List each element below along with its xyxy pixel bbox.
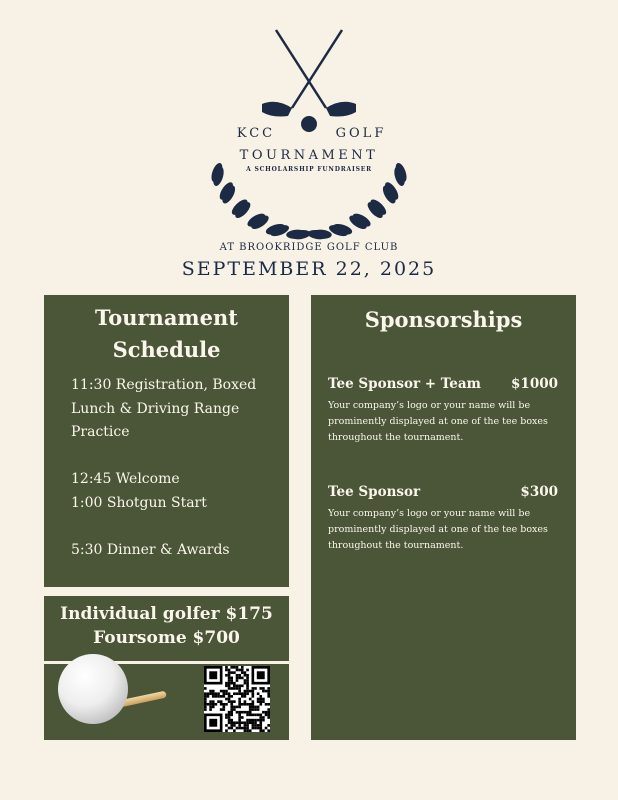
sponsor-tier [328,376,558,446]
description-line: throughout the tournament. [328,432,464,443]
tournament-logo [180,20,438,242]
sponsor-tier-description [328,398,558,446]
schedule-title-line1: Tournament [95,305,238,330]
description-line: prominently displayed at one of the tee boxes [328,416,548,427]
description-line: prominently displayed at one of the tee boxes [328,524,548,535]
venue-text: AT BROOKRIDGE GOLF CLUB [219,242,399,253]
schedule-panel [44,295,289,587]
schedule-line: 11:30 Registration, Boxed [71,377,257,393]
event-date: SEPTEMBER 22, 2025 [181,258,437,280]
sponsor-tier-name: Tee Sponsor [328,484,421,500]
schedule-line: 12:45 Welcome [71,471,180,487]
sponsorships-title: Sponsorships [364,307,523,332]
sponsor-tier [328,484,558,554]
sponsor-tier-price: $1000 [511,376,558,392]
sponsor-tier-description [328,506,558,554]
schedule-line: Practice [71,424,130,440]
description-line: Your company’s logo or your name will be [328,400,531,411]
pricing-panel [44,596,289,740]
foursome-price: Foursome $700 [93,628,240,648]
schedule-line: Lunch & Driving Range [71,401,240,417]
schedule-line: 5:30 Dinner & Awards [71,542,230,558]
logo-golf-text: GOLF [335,126,387,141]
golf-ball-icon [58,654,128,724]
individual-price: Individual golfer $175 [60,604,273,624]
sponsorships-panel [311,295,576,740]
sponsor-tier-name: Tee Sponsor + Team [328,376,481,392]
description-line: Your company’s logo or your name will be [328,508,531,519]
qr-code-icon[interactable] [204,666,270,732]
logo-subtitle-text: A SCHOLARSHIP FUNDRAISER [246,166,372,173]
schedule-title-line2: Schedule [112,337,221,362]
crossed-golf-clubs-icon [262,30,356,132]
schedule-line: 1:00 Shotgun Start [71,495,207,511]
sponsor-tier-price: $300 [520,484,558,500]
logo-tournament-text: TOURNAMENT [239,148,379,163]
schedule-title [44,295,289,366]
logo-kcc-text: KCC [236,126,276,141]
description-line: throughout the tournament. [328,540,464,551]
